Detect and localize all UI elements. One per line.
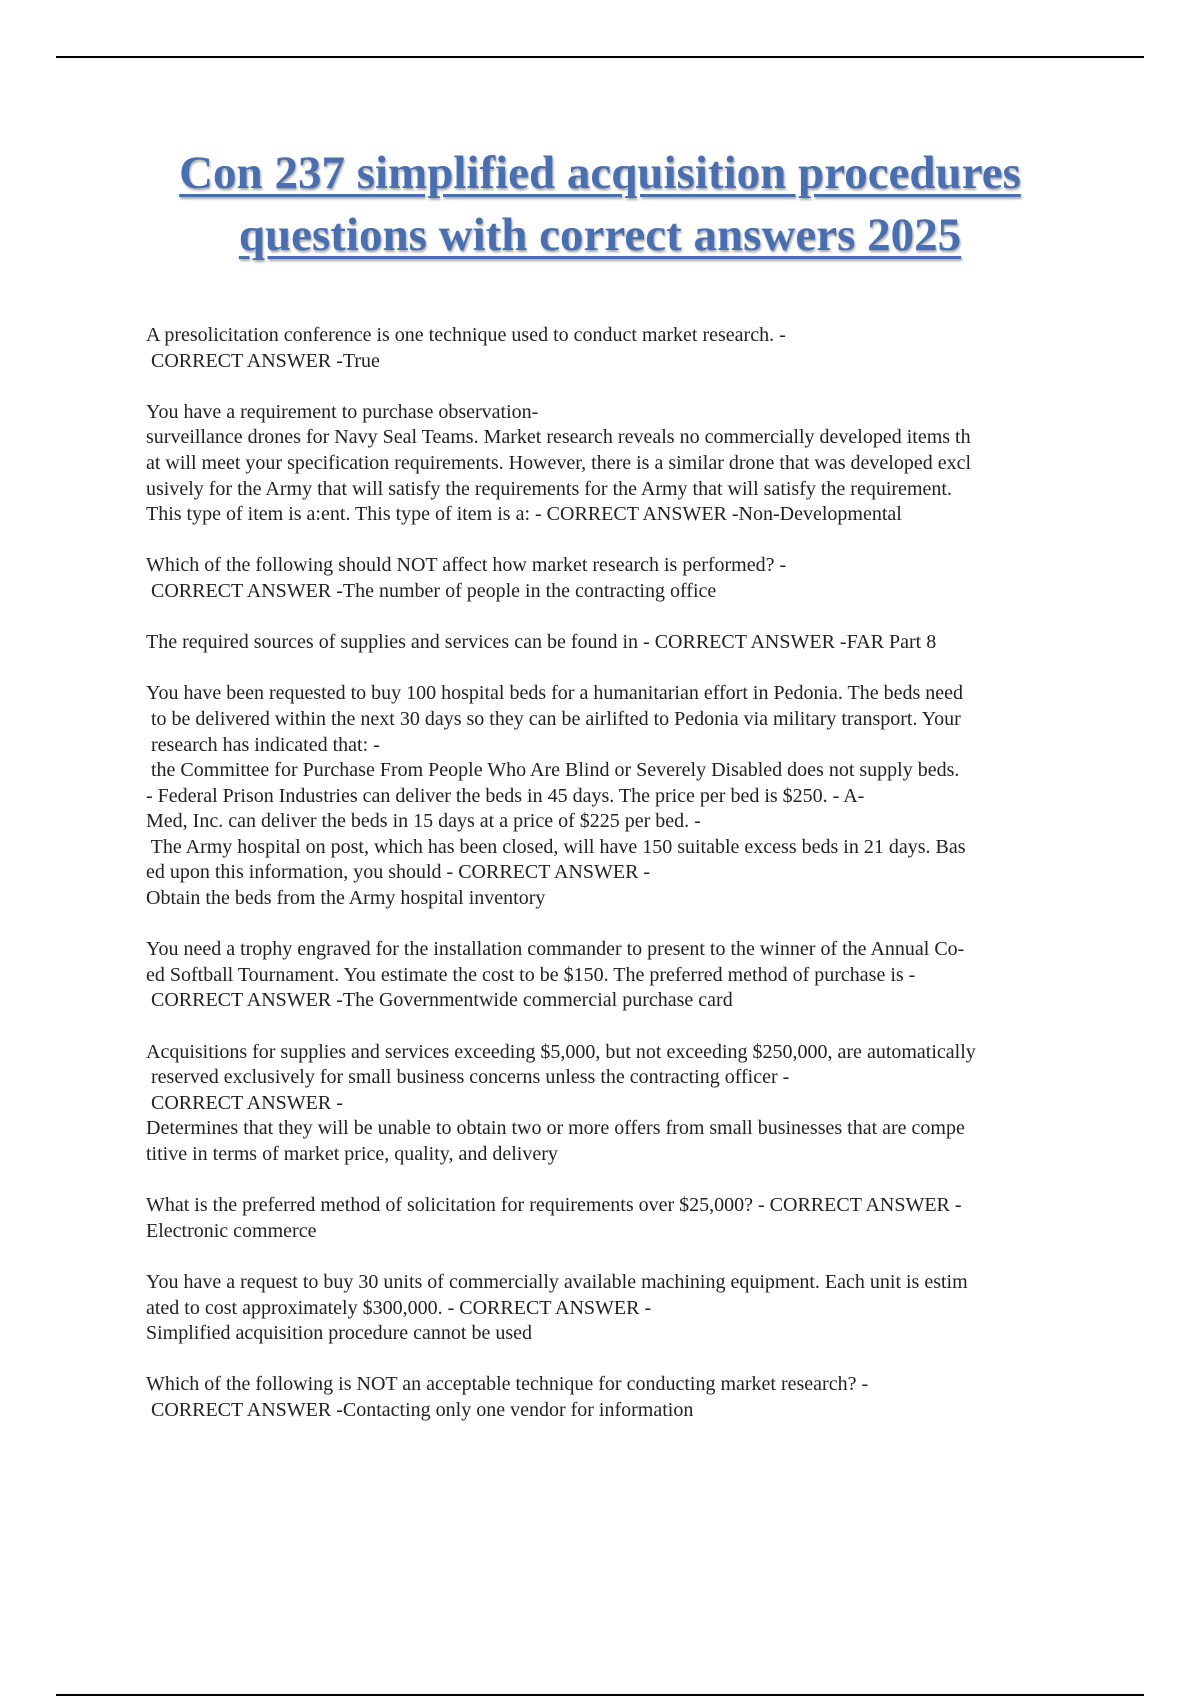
qa-text-line: reserved exclusively for small business concerns unless the contracting officer - bbox=[146, 1066, 790, 1089]
top-rule bbox=[56, 56, 1144, 58]
qa-text-line: Electronic commerce bbox=[146, 1219, 317, 1242]
qa-item bbox=[146, 323, 1096, 374]
qa-text-line: the Committee for Purchase From People Who Are Blind or Severely Disabled does not supply beds. bbox=[146, 759, 960, 782]
qa-text-line: - Federal Prison Industries can deliver the beds in 45 days. The price per bed is $250. - A- bbox=[146, 784, 865, 807]
qa-text-line: to be delivered within the next 30 days so they can be airlifted to Pedonia via military transport. Your bbox=[146, 707, 961, 730]
qa-text-line: ed Softball Tournament. You estimate the cost to be $150. The preferred method of purchase is - bbox=[146, 963, 916, 986]
qa-text-line: Which of the following should NOT affect how market research is performed? - bbox=[146, 554, 787, 577]
qa-text-line: Obtain the beds from the Army hospital inventory bbox=[146, 887, 546, 910]
qa-text-line: CORRECT ANSWER -The Governmentwide commercial purchase card bbox=[146, 989, 733, 1012]
title-line-1: Con 237 simplified acquisition procedures bbox=[179, 147, 1021, 199]
qa-text-line: You have a request to buy 30 units of commercially available machining equipment. Each unit is estim bbox=[146, 1270, 968, 1293]
qa-text-line: at will meet your specification requirements. However, there is a similar drone that was developed excl bbox=[146, 451, 972, 474]
qa-item bbox=[146, 553, 1096, 604]
qa-text-line: CORRECT ANSWER -True bbox=[146, 349, 380, 372]
qa-text-line: What is the preferred method of solicitation for requirements over $25,000? - CORRECT ANSWER - bbox=[146, 1194, 962, 1217]
qa-text-line: CORRECT ANSWER - bbox=[146, 1091, 343, 1114]
qa-text-line: You need a trophy engraved for the installation commander to present to the winner of the Annual Co- bbox=[146, 938, 965, 961]
qa-text-line: surveillance drones for Navy Seal Teams. Market research reveals no commercially developed items th bbox=[146, 426, 971, 449]
qa-text-line: Acquisitions for supplies and services exceeding $5,000, but not exceeding $250,000, are automatically bbox=[146, 1040, 976, 1063]
qa-item bbox=[146, 400, 1096, 528]
qa-list bbox=[146, 323, 1096, 1449]
qa-item bbox=[146, 1193, 1096, 1244]
qa-item bbox=[146, 1372, 1096, 1423]
qa-text-line: Determines that they will be unable to obtain two or more offers from small businesses that are compe bbox=[146, 1117, 965, 1140]
qa-text-line: Med, Inc. can deliver the beds in 15 days at a price of $225 per bed. - bbox=[146, 810, 701, 833]
qa-text-line: The required sources of supplies and services can be found in - CORRECT ANSWER -FAR Part 8 bbox=[146, 631, 937, 654]
title-line-2: questions with correct answers 2025 bbox=[238, 209, 962, 261]
qa-text-line: Simplified acquisition procedure cannot be used bbox=[146, 1322, 533, 1345]
qa-text-line: ated to cost approximately $300,000. - CORRECT ANSWER - bbox=[146, 1296, 652, 1319]
qa-item bbox=[146, 937, 1096, 1014]
qa-item bbox=[146, 630, 1096, 656]
qa-text-line: This type of item is a:ent. This type of item is a: - CORRECT ANSWER -Non-Developmental bbox=[146, 503, 902, 526]
bottom-rule bbox=[56, 1694, 1144, 1696]
qa-item bbox=[146, 1270, 1096, 1347]
qa-text-line: research has indicated that: - bbox=[146, 733, 380, 756]
qa-text-line: titive in terms of market price, quality, and delivery bbox=[146, 1143, 558, 1165]
document-title bbox=[100, 142, 1100, 266]
qa-text-line: ed upon this information, you should - CORRECT ANSWER - bbox=[146, 861, 651, 884]
qa-text-line: CORRECT ANSWER -Contacting only one vendor for information bbox=[146, 1398, 694, 1421]
qa-item bbox=[146, 1040, 1096, 1168]
qa-text-line: The Army hospital on post, which has been closed, will have 150 suitable excess beds in 21 days. Bas bbox=[146, 835, 966, 858]
qa-text-line: usively for the Army that will satisfy the requirements for the Army that will satisfy the requirement. bbox=[146, 477, 952, 500]
qa-text-line: You have a requirement to purchase observation- bbox=[146, 400, 539, 423]
qa-text-line: A presolicitation conference is one technique used to conduct market research. - bbox=[146, 324, 786, 346]
qa-text-line: CORRECT ANSWER -The number of people in the contracting office bbox=[146, 579, 717, 602]
qa-text-line: You have been requested to buy 100 hospital beds for a humanitarian effort in Pedonia. The beds need bbox=[146, 682, 964, 705]
qa-item bbox=[146, 681, 1096, 911]
qa-text-line: Which of the following is NOT an acceptable technique for conducting market research? - bbox=[146, 1373, 869, 1396]
